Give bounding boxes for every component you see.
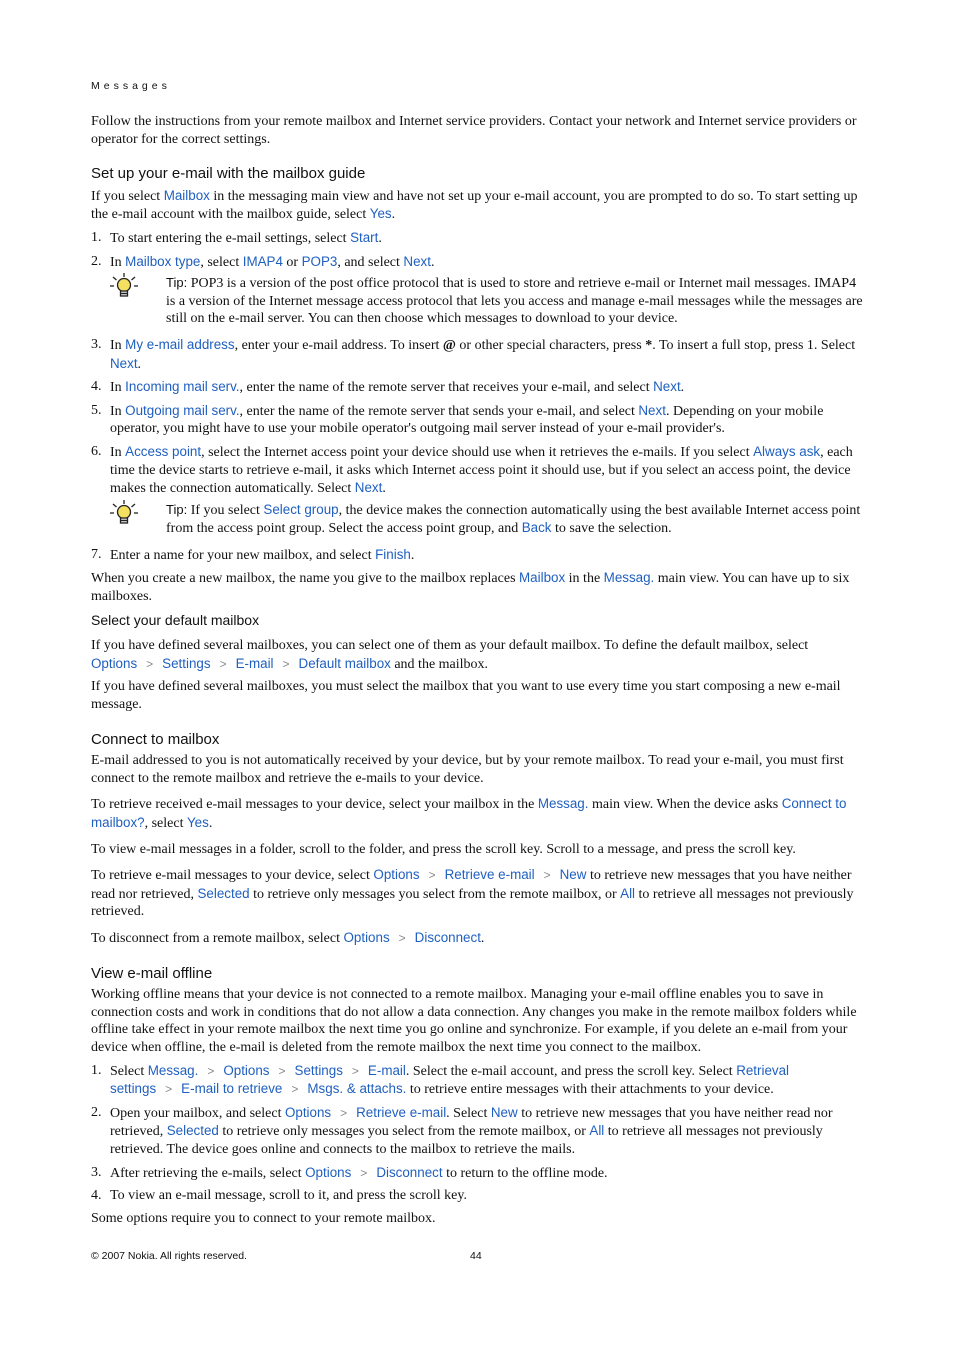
section-heading-setup: Set up your e-mail with the mailbox guide [91, 165, 366, 183]
keyword: Access point [125, 443, 202, 459]
keyword: POP3 [301, 253, 338, 269]
page-number: 44 [470, 1250, 482, 1262]
copyright: © 2007 Nokia. All rights reserved. [91, 1250, 247, 1262]
default-mailbox-paragraph: If you have defined several mailboxes, you can select one of them as your default mailbox. To define the default mailbox, select Options > Settings > E-mail > Default mailbox and the mailbox. [91, 638, 809, 672]
keyword: Next [653, 379, 681, 395]
keyword: Select group [263, 501, 339, 517]
list-item: 1. Select Messag. > Options > Settings > E-mail. Select the e-mail account, and press the scroll key. Select Retrieval settings > E-mail to retrieve > Msgs. & attachs. to retrieve entire messages with their attachments to your device. [91, 1062, 790, 1098]
tip-box: Tip: If you select Select group, the device makes the connection automatically using the best available Internet access point from the access point group. Select the access point group, and Back to save the selection. [91, 501, 864, 538]
keyword: Mailbox [163, 187, 210, 203]
keyword: Mailbox [519, 570, 566, 586]
offline-steps [91, 1062, 864, 1205]
list-item: 6. In Access point, select the Internet access point your device should use when it retrieves the e-mails. If you select Always ask, each time the device starts to retrieve e-mail, it asks which Internet access point it should use, but if you select an access point, the device makes the connection automatically. Select Next. Tip: If you select Select group, the device makes the connection automatically using the best available Internet access point from the access point group. Select the access point group, and Back to save the selection. [91, 443, 864, 538]
lightbulb-tip-icon [109, 498, 139, 528]
keyword: Start [350, 229, 379, 245]
keyword: Disconnect [376, 1164, 443, 1180]
connect-paragraph-1: E-mail addressed to you is not automatically received by your device, but by your remote mailbox. To read your e-mail, you must first connect to the remote mailbox and retrieve the e-mails to your device. [91, 753, 844, 786]
keyword: My e-mail address [125, 336, 235, 352]
list-item: 7. Enter a name for your new mailbox, and select Finish. [91, 546, 415, 563]
content [91, 113, 864, 1232]
list-item: 2. Open your mailbox, and select Options > Retrieve e-mail. Select New to retrieve new messages that you have neither read nor retrieved, Selected to retrieve only messages you select from the remote mailbox, or All to retrieve all messages not previously retrieved. The device goes online and connects to the mailbox to retrieve the mails. [91, 1104, 833, 1157]
connect-paragraph-4: To retrieve e-mail messages to your device, select Options > Retrieve e-mail > New to retrieve new messages that you have neither read nor retrieved, Selected to retrieve only messages you select from the remote mailbox, or All to retrieve all messages not previously retrieved. [91, 867, 854, 920]
keyword: Settings [162, 655, 211, 671]
chevron-right-icon: > [282, 656, 290, 671]
setup-steps [91, 229, 864, 565]
setup-paragraph: If you select Mailbox in the messaging main view and have not set up your e-mail account, you are prompted to do so. To start setting up the e-mail account with the mailbox guide, select Yes. [91, 187, 858, 223]
lightbulb-tip-icon [109, 271, 139, 301]
intro-paragraph: Follow the instructions from your remote mailbox and Internet service providers. Contact your network and Internet service providers or operator for the correct settings. [91, 114, 857, 147]
keyword: Disconnect [414, 929, 481, 945]
keyword: Msgs. & attachs. [307, 1081, 407, 1097]
list-item: 5. In Outgoing mail serv., enter the name of the remote server that sends your e-mail, and select Next. Depending on your mobile operator, you might have to use your mobile operator's outgoing mail server instead of your e-mail provider's. [91, 402, 824, 437]
keyword: All [589, 1123, 605, 1139]
chevron-right-icon: > [219, 656, 227, 671]
mailbox-name-paragraph: When you create a new mailbox, the name you give to the mailbox replaces Mailbox in the Messag. main view. You can have up to six mailboxes. [91, 570, 850, 605]
chevron-right-icon: > [291, 1082, 299, 1097]
keyword: Messag. [147, 1062, 199, 1078]
keyword: Back [521, 520, 552, 536]
chevron-right-icon: > [340, 1105, 348, 1120]
keyword: Selected [197, 885, 250, 901]
keyword: New [559, 867, 587, 883]
footer [91, 1250, 864, 1262]
keyword: E-mail to retrieve [181, 1081, 283, 1097]
keyword: Yes [369, 206, 392, 222]
chevron-right-icon: > [165, 1082, 173, 1097]
connect-paragraph-2: To retrieve received e-mail messages to your device, select your mailbox in the Messag. main view. When the device asks Connect to mailbox?, select Yes. [91, 796, 847, 831]
keyword: Next [354, 480, 383, 496]
keyword: Options [91, 655, 138, 671]
offline-note: Some options require you to connect to your remote mailbox. [91, 1210, 436, 1226]
chevron-right-icon: > [278, 1063, 286, 1078]
keyword: Retrieve e-mail [444, 867, 535, 883]
keyword: Options [373, 867, 420, 883]
list-item: 4. To view an e-mail message, scroll to it, and press the scroll key. [91, 1188, 467, 1204]
chevron-right-icon: > [398, 930, 406, 945]
keyword: New [490, 1104, 518, 1120]
keyword: Options [305, 1164, 352, 1180]
keyword: Next [110, 355, 138, 371]
tip-label: Tip: [166, 275, 188, 291]
keyword: Default mailbox [298, 655, 391, 671]
keyword: Incoming mail serv. [125, 379, 240, 395]
chevron-right-icon: > [146, 656, 154, 671]
keyword: E-mail [235, 655, 274, 671]
keyword: IMAP4 [242, 253, 283, 269]
list-item: 2. In Mailbox type, select IMAP4 or POP3, and select Next. Tip: POP3 is a version of the post office protocol that is used to store and retrieve e-mail or Internet mail messages. IMAP4 is a version of the Internet message access protocol that lets you access and manage e-mail messages while the messages are still on the e-mail server. You can then choose which messages to download to your device. [91, 253, 863, 327]
chevron-right-icon: > [360, 1165, 368, 1180]
keyword: Yes [186, 815, 209, 830]
tip-box: Tip: POP3 is a version of the post office protocol that is used to store and retrieve e-mail or Internet mail messages. IMAP4 is a version of the Internet message access protocol that lets you access and manage e-mail messages while the messages are still on the e-mail server. You can then choose which messages to download to your device. [91, 274, 864, 328]
default-mailbox-note: If you have defined several mailboxes, you must select the mailbox that you want to use every time you start composing a new e-mail message. [91, 679, 841, 713]
keyword: Options [284, 1104, 332, 1120]
keyword: Outgoing mail serv. [125, 402, 240, 418]
keyword: E-mail [367, 1062, 406, 1078]
list-item: 3. After retrieving the e-mails, select Options > Disconnect to return to the offline mode. [91, 1164, 608, 1181]
keyword: Options [223, 1062, 270, 1078]
subheading-default-mailbox: Select your default mailbox [91, 611, 260, 628]
chevron-right-icon: > [428, 868, 436, 883]
running-header: Messages [91, 80, 171, 92]
keyword: Retrieve e-mail [356, 1104, 447, 1120]
section-heading-connect: Connect to mailbox [91, 730, 220, 748]
keyword: Next [403, 253, 431, 269]
keyword: Options [343, 929, 390, 945]
keyword: Connect to mailbox? [91, 796, 847, 830]
keyword: All [620, 885, 636, 901]
offline-paragraph: Working offline means that your device is not connected to a remote mailbox. Managing your e-mail offline enables you to save in connection costs and work in conditions that do not allow a data connection. Any changes you make in the remote mailbox folders while offline take effect in your remote mailbox the next time you go online and synchronize. For example, if you delete an e-mail from your device when offline, the e-mail is deleted from the remote mailbox the next time you connect to the mailbox. [91, 987, 857, 1055]
keyword: Always ask [753, 443, 821, 459]
keyword: Retrieval settings [110, 1062, 790, 1097]
chevron-right-icon: > [543, 868, 551, 883]
keyword: Messag. [603, 570, 655, 586]
connect-paragraph-3: To view e-mail messages in a folder, scroll to the folder, and press the scroll key. Scroll to a message, and press the scroll key. [91, 841, 796, 857]
section-heading-offline: View e-mail offline [91, 964, 213, 982]
keyword: Messag. [537, 796, 589, 812]
list-item: 4. In Incoming mail serv., enter the name of the remote server that receives your e-mail, and select Next. [91, 379, 685, 396]
keyword: Settings [294, 1062, 343, 1078]
keyword: Next [638, 402, 666, 418]
keyword: Selected [166, 1123, 219, 1139]
list-item: 1. To start entering the e-mail settings, select Start. [91, 229, 382, 246]
keyword: Finish [375, 546, 411, 562]
tip-label: Tip: [166, 501, 188, 517]
keyword: Mailbox type [125, 253, 201, 269]
chevron-right-icon: > [207, 1063, 215, 1078]
list-item: 3. In My e-mail address, enter your e-mail address. To insert @ or other special characters, press *. To insert a full stop, press 1. Select Next. [91, 336, 856, 372]
connect-paragraph-5: To disconnect from a remote mailbox, select Options > Disconnect. [91, 929, 485, 946]
chevron-right-icon: > [351, 1063, 359, 1078]
